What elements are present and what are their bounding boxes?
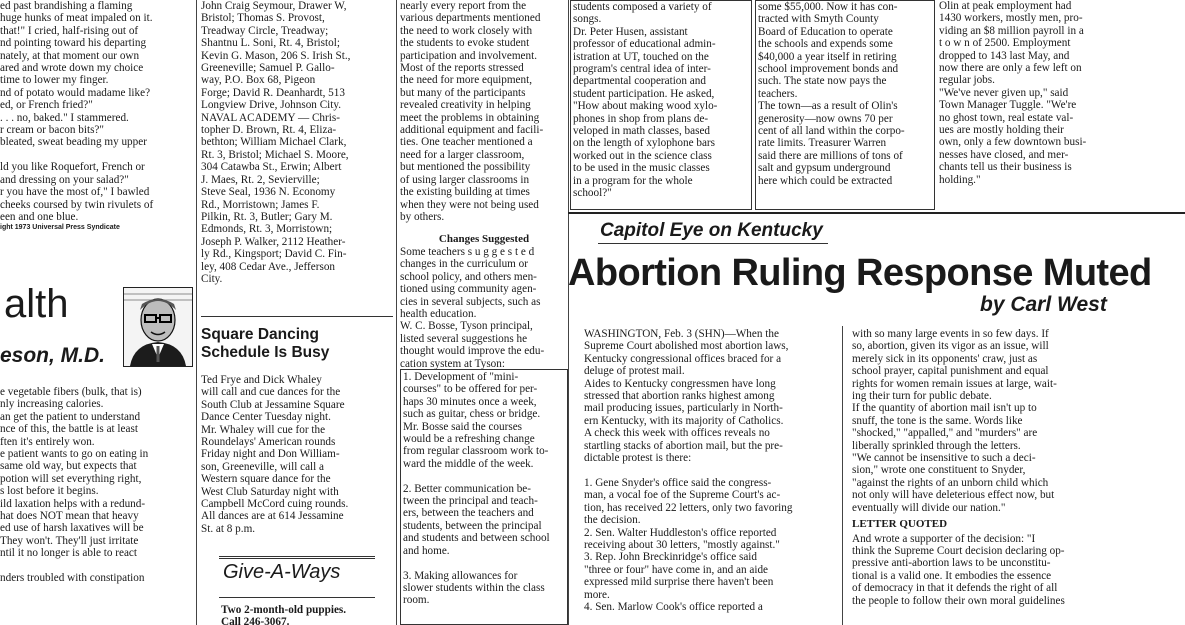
text-line: think the Supreme Court decision declaring op- [852,544,1065,557]
text-line: changes in the curriculum or [400,258,528,271]
text-line: e patient wants to go on eating in [0,448,149,461]
text-line: school?" [573,187,612,200]
text-line: tioned using community agen- [400,283,537,296]
text-line: the decision. [584,514,641,527]
text-line: Aides to Kentucky congressmen have long [584,377,776,390]
text-line: ed, or French fried?" [0,99,93,112]
text-line: Some teachers s u g g e s t e d [400,246,535,258]
text-line: nesses have closed, and mer- [939,148,1069,161]
text-line: son, Greeneville, will call a [201,460,325,473]
text-line: merely sick in its opponents' craw, just as [852,352,1038,365]
text-line: ed past brandishing a flaming [0,0,133,12]
text-line: such as guitar, chess or bridge. [403,408,541,421]
text-line: school policy, and others men- [400,270,537,283]
text-line: ues are mostly holding their [939,124,1064,137]
text-line: 4. Sen. Marlow Cook's office reported a [584,600,763,613]
text-line: ed use of harsh laxatives will be [0,522,144,535]
text-line: Kentucky congressional offices braced for a [584,352,782,365]
columnist-portrait [123,287,193,367]
section-rule [219,558,375,559]
text-line: Dr. Peter Husen, assistant [573,25,688,38]
text-line [403,470,565,482]
text-line [584,464,836,476]
text-line: ties. One teacher mentioned a [400,136,533,149]
suggestions-list [400,369,568,625]
text-line: ley, 408 Cedar Ave., Jefferson [201,260,336,273]
text-line: A check this week with offices reveals no [584,427,770,440]
text-line: that!" I cried, half-rising out of [0,24,139,37]
text-line: ly Rd., Kingsport; David C. Fin- [201,248,347,261]
text-line: nly increasing calories. [0,398,104,411]
text-line: Steve Seal, 1936 N. Economy [201,186,336,199]
column-4 [570,0,752,210]
text-line: ntil it no longer is able to react [0,547,138,560]
text-line: stressed that abortion ranks highest among [584,390,775,403]
education-report-continued [400,0,568,223]
text-line: expressed mild surprise there haven't been [584,576,774,589]
text-line: nately, at that moment our own [0,49,140,62]
column-rule [568,0,569,625]
text-line: All dances are at 614 Jessamine [201,510,344,523]
text-line: veloped in math classes, based [573,125,711,138]
xylophone-story [573,1,749,200]
text-line: need for a larger classroom, [400,148,525,161]
text-line: with so many large events in so few days. If [852,328,1049,340]
text-line: Longview Drive, Johnson City. [201,99,342,112]
columnist-portrait-image [124,288,192,366]
text-line: would be a refreshing change [403,433,535,446]
text-line: here which could be extracted [758,174,893,187]
text-line: Joseph P. Walker, 2112 Heather- [201,235,346,248]
text-line: slower students within the class [403,581,545,594]
text-line: Bristol; Thomas S. Provost, [201,12,325,25]
text-line: viding an $8 million payroll in a [939,24,1084,37]
text-line: way, P.O. Box 68, Pigeon [201,74,316,87]
text-line: Greeneville; Samuel P. Gallo- [201,62,335,75]
text-line: nearly every report from the [400,0,527,12]
text-line: Supreme Court abolished most abortion laws, [584,340,789,353]
syndicate-credit: ight 1973 Universal Press Syndicate [0,224,120,231]
column-5 [755,0,935,210]
text-line: topher D. Brown, Rt. 4, Eliza- [201,124,337,137]
column-2 [201,0,393,625]
text-line: own, only a few downtown busi- [939,136,1087,149]
text-line: so, abortion, given its vigor as an issue, will [852,340,1049,353]
text-line: pressive anti-abortion laws to be unconstitu- [852,557,1051,570]
feature-kicker: Capitol Eye on Kentucky [600,220,823,241]
square-dancing-body [201,374,393,535]
text-line: worked out in the science class [573,149,712,162]
text-line: man, a vocal foe of the Supreme Court's ac- [584,489,781,502]
text-line: will call and cue dances for the [201,386,341,399]
text-line: 3. Rep. John Breckinridge's office said [584,551,758,564]
text-line: school prayer, capital punishment and equal [852,365,1049,378]
text-line: 1. Gene Snyder's office said the congress- [584,476,772,489]
text-line: same old way, but expects that [0,460,137,473]
text-line: health education. [400,308,477,321]
text-line: by others. [400,210,445,223]
text-line: startling stacks of abortion mail, but the pre- [584,439,783,452]
text-line: teachers. [758,87,798,100]
text-line: r you have the most of," I bawled [0,186,150,199]
text-line: various departments mentioned [400,12,541,25]
text-line: the need for more equipment, [400,74,533,87]
text-line: snuff, the tone is the same. Words like [852,414,1023,427]
text-line [403,557,565,569]
text-line: een and one blue. [0,210,79,223]
text-line [0,149,192,161]
text-line: cation system at Tyson: [400,357,505,370]
text-line: r cream or bacon bits?" [0,124,104,137]
text-line: salt and gypsum underground [758,162,891,175]
health-column-author: eson, M.D. [0,344,106,367]
text-line: "We've never given up," said [939,86,1069,99]
text-line: tracted with Smyth County [758,13,879,26]
text-line: eventually will divide our nation." [852,501,1006,514]
text-line: potion will set everything right, [0,472,142,485]
text-line: time to lower my finger. [0,74,109,87]
column-rule [842,326,843,625]
text-line: nders troubled with constipation [0,572,145,585]
text-line: the need to work closely with [400,24,533,37]
text-line: departmental cooperation and [573,75,706,88]
text-line: Call 246-3067. [221,616,290,625]
text-line: nd pointing toward his departing [0,37,147,50]
text-line: 1. Development of "mini- [403,371,519,383]
column-6 [939,0,1121,210]
text-line: of using larger classrooms in [400,173,530,186]
text-line: J. Maes, Rt. 2, Sevierville; [201,173,320,186]
square-dancing-headline [201,326,393,362]
feature-left-column [584,328,836,625]
text-line: Kevin G. Mason, 206 S. Irish St., [201,49,351,62]
text-line: Treadway Circle, Treadway; [201,24,329,37]
text-line: and home. [403,544,450,557]
feature-byline: by Carl West [980,293,1107,316]
text-line: school improvement bonds and [758,63,899,76]
text-line: ern Kentucky, with its majority of Catholics. [584,414,784,427]
text-line: Edmonds, Rt. 3, Morristown; [201,223,333,236]
text-line: nd of potato would madame like? [0,86,151,99]
give-a-ways-body [221,604,393,625]
feature-right-column [852,328,1117,625]
text-line: and students and between school [403,532,550,545]
text-line: ers, between the teachers and [403,507,534,520]
section-rule [219,597,375,598]
text-line: the existing building at times [400,186,530,199]
text-line: thought would improve the edu- [400,345,545,358]
text-line: ild laxation helps with a redund- [0,497,146,510]
text-line: such. The state now pays the [758,75,887,88]
appointees-list [201,0,393,285]
text-line: West Club Saturday night with [201,485,339,498]
text-line: rate limits. Treasurer Warren [758,137,887,150]
kicker-rule [598,243,828,244]
text-line: student participation. He asked, [573,87,715,100]
changes-suggested-body [400,246,568,370]
text-line: bethton; William Michael Clark, [201,136,347,149]
text-line: receiving about 30 letters, "mostly against." [584,538,780,551]
text-line: Pilkin, Rt. 3, Butler; Gary M. [201,210,333,223]
text-line: Two 2-month-old puppies. [221,604,347,616]
text-line: on the length of xylophone bars [573,137,715,150]
olin-story [939,0,1121,186]
text-line: professor of educational admin- [573,38,716,51]
text-line: W. C. Bosse, Tyson principal, [400,320,533,333]
text-line: more. [584,588,610,601]
health-column-body [0,386,192,585]
text-line: now there are only a few left on [939,62,1082,75]
text-line: chants tell us their business is [939,161,1072,174]
feature-headline: Abortion Ruling Response Muted [568,252,1152,294]
text-line: They won't. They'll just irritate [0,534,139,547]
text-line: tion, has received 22 letters, only two favoring [584,501,793,514]
text-line: 2. Sen. Walter Huddleston's office reported [584,526,777,539]
text-line: no ghost town, real estate val- [939,111,1074,124]
text-line: songs. [573,13,602,26]
text-line: bleated, sweat beading my upper [0,136,147,149]
text-line: And wrote a supporter of the decision: "I [852,532,1036,545]
saltville-story [758,1,932,187]
text-line: istration at UT, touched on the [573,50,709,63]
text-line: generosity—now owns 70 per [758,112,893,125]
text-line: . . . no, baked." I stammered. [0,111,129,124]
text-line: some $55,000. Now it has con- [758,1,898,13]
text-line: Rd., Morristown; James F. [201,198,320,211]
text-line: rights for women remain issues at large, wait- [852,377,1057,390]
column-rule [396,0,397,625]
text-line: and dressing on your salad?" [0,173,129,186]
text-line: Most of the reports stressed [400,62,524,75]
text-line: when they were not being used [400,198,539,211]
text-line: to be used in the music classes [573,162,710,175]
text-line: regular jobs. [939,74,995,87]
health-column-title: alth [4,282,69,326]
text-line: "against the rights of an unborn child which [852,476,1049,489]
text-line: but mentioned the possibility [400,161,531,174]
text-line: Mr. Bosse said the courses [403,420,523,433]
text-line: meet the problems in obtaining [400,111,540,124]
text-line: City. [201,272,223,285]
text-line: tween the principal and teach- [403,495,538,508]
text-line: cent of all land within the corpo- [758,125,905,138]
text-line: ing their turn for public debate. [852,390,992,403]
text-line: not only will have deleterious effect now, but [852,489,1055,502]
text-line: If the quantity of abortion mail isn't up to [852,402,1037,415]
square-dancing-headline-line-2: Schedule Is Busy [201,344,330,361]
text-line: students, between the principal [403,519,542,532]
text-line: mail producing issues, particularly in North- [584,402,783,415]
text-line: Forge; David R. Deanhardt, 513 [201,86,345,99]
text-line: 304 Catawba St., Erwin; Albert [201,161,342,174]
give-a-ways-headline: Give-A-Ways [223,561,341,583]
text-line: ften it's entirely won. [0,435,95,448]
text-line: "How about making wood xylo- [573,100,718,113]
text-line: listed several suggestions he [400,332,528,345]
text-line: Campbell McCord cuing rounds. [201,498,349,511]
text-line: students composed a variety of [573,1,712,13]
text-line: cheeks coursed by twin rivulets of [0,198,154,211]
column-rule [196,0,197,625]
text-line: Olin at peak employment had [939,0,1072,12]
text-line: dropped to 143 last May, and [939,49,1070,62]
text-line: NAVAL ACADEMY — Chris- [201,111,340,124]
section-rule [219,556,375,557]
text-line: cies in several subjects, such as [400,295,541,308]
text-line: but many of the participants [400,86,526,99]
text-line: South Club at Jessamine Square [201,398,345,411]
text-line: room. [403,594,430,607]
text-line: Rt. 3, Bristol; Michael S. Moore, [201,148,349,161]
column-3 [400,0,568,625]
text-line: haps 30 minutes once a week, [403,395,537,408]
text-line: Dance Center Tuesday night. [201,411,331,424]
text-line: courses" to be offered for per- [403,383,538,396]
column-1-story [0,0,192,228]
text-line: in a program for the whole [573,174,693,187]
text-line: nce of this, the battle is at least [0,423,138,436]
text-line: an get the patient to understand [0,410,141,423]
feature-top-rule [568,212,1185,214]
text-line: ward the middle of the week. [403,457,534,470]
text-line: t o w n of 2500. Employment [939,37,1071,50]
text-line: ld you like Roquefort, French or [0,161,145,174]
text-line: deluge of protest mail. [584,365,685,378]
text-line: of democracy in that it defends the right of all [852,582,1058,595]
text-line: 2. Better communication be- [403,482,531,495]
text-line: 1430 workers, mostly men, pro- [939,12,1083,25]
text-line: e vegetable fibers (bulk, that is) [0,386,142,398]
text-line: $40,000 a year itself in retiring [758,50,897,63]
text-line: dictable protest is there: [584,452,692,465]
text-line: Western square dance for the [201,473,331,486]
square-dancing-headline-line-1: Square Dancing [201,326,319,343]
text-line: sion," wrote one constituent to Snyder, [852,464,1026,477]
section-rule [201,316,393,317]
text-line: Roundelays' American rounds [201,436,336,449]
text-line [0,560,192,572]
text-line: Town Manager Tuggle. "We're [939,99,1077,112]
text-line: the students to evoke student [400,37,530,50]
text-line: "three or four" have come in, and an aide [584,563,769,576]
text-line: additional equipment and facili- [400,124,544,137]
text-line: The town—as a result of Olin's [758,100,898,113]
text-line: "We cannot be insensitive to such a deci- [852,452,1036,465]
text-line: Mr. Whaley will cue for the [201,423,326,436]
text-line: participation and involvement. [400,49,538,62]
text-line: Shantnu L. Soni, Rt. 4, Bristol; [201,37,340,50]
text-line: s lost before it begins. [0,485,99,498]
text-line: from regular classroom work to- [403,445,549,458]
text-line: 3. Making allowances for [403,569,518,582]
text-line: Ted Frye and Dick Whaley [201,374,322,386]
text-line: holding." [939,173,981,186]
text-line: John Craig Seymour, Drawer W, [201,0,347,12]
text-line: St. at 8 p.m. [201,522,256,535]
text-line: hat does NOT mean that heavy [0,510,139,523]
text-line: WASHINGTON, Feb. 3 (SHN)—When the [584,328,779,340]
changes-suggested-subhead: Changes Suggested [438,233,530,245]
text-line: the people to follow their own moral guidelines [852,594,1065,607]
text-line: "shocked," "appalled," and "murders" are [852,427,1038,440]
text-line: phones in shop from plans de- [573,112,709,125]
text-line: liberally sprinkled through the letters. [852,439,1021,452]
text-line: program's central idea of inter- [573,63,711,76]
text-line: said there are millions of tons of [758,149,903,162]
text-line: Board of Education to operate [758,25,893,38]
text-line: Friday night and Don William- [201,448,340,461]
text-line: tional is a valid one. It embodies the essence [852,569,1052,582]
text-line: ared and wrote down my choice [0,62,144,75]
text-line: revealed creativity in helping [400,99,531,112]
text-line: the schools and expends some [758,38,893,51]
text-line: huge hunks of meat impaled on it. [0,12,153,25]
letter-quoted-subhead: LETTER QUOTED [852,518,948,531]
